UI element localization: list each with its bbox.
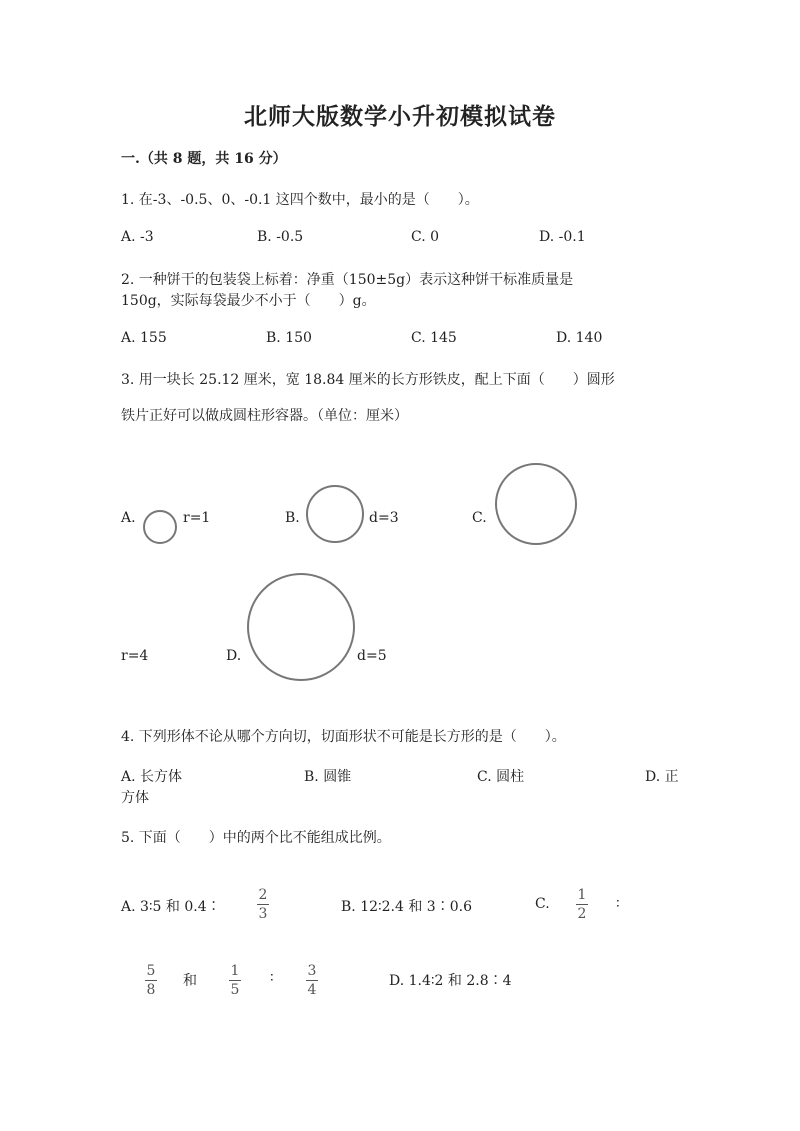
question-3-option-d-label: d=5 (357, 648, 387, 664)
question-3-option-b-letter[interactable]: B. (285, 510, 300, 526)
question-4-option-c[interactable]: C. 圆柱 (477, 769, 525, 785)
question-3-option-c-letter[interactable]: C. (472, 510, 487, 526)
question-3-option-d-letter[interactable]: D. (226, 648, 242, 664)
question-5-option-a[interactable]: A. 3∶5 和 0.4∶ (121, 899, 221, 915)
fraction-bar (145, 980, 157, 981)
circle-a (143, 510, 177, 544)
question-4-option-d[interactable]: D. 正 (645, 769, 679, 785)
fraction-c3 (229, 963, 241, 998)
question-5-stem: 5. 下面（ ）中的两个比不能组成比例。 (121, 830, 391, 846)
question-1-option-d[interactable]: D. -0.1 (539, 229, 586, 245)
question-1-option-c[interactable]: C. 0 (411, 229, 440, 245)
fraction-c1 (576, 887, 588, 922)
fraction-c1-denominator: 2 (577, 906, 587, 922)
fraction-c4-denominator: 4 (307, 982, 317, 998)
question-2-option-d[interactable]: D. 140 (556, 330, 603, 346)
fraction-a (257, 887, 269, 922)
question-4-stem: 4. 下列形体不论从哪个方向切，切面形状不可能是长方形的是（ ）。 (121, 729, 566, 745)
question-2-option-c[interactable]: C. 145 (411, 330, 457, 346)
circle-c (495, 463, 577, 545)
ratio-colon: ∶ (616, 896, 620, 912)
question-2-stem-line-1: 2. 一种饼干的包装袋上标着：净重（150±5g）表示这种饼干标准质量是 (121, 272, 574, 288)
circle-b (306, 485, 364, 543)
question-1-stem: 1. 在-3、-0.5、0、-0.1 这四个数中，最小的是（ ）。 (121, 192, 479, 208)
question-3-option-b-label: d=3 (369, 510, 399, 526)
fraction-c4 (306, 963, 318, 998)
page-title: 北师大版数学小升初模拟试卷 (244, 103, 556, 130)
fraction-c3-numerator: 1 (230, 963, 240, 979)
fraction-a-denominator: 3 (258, 906, 268, 922)
question-3-option-a-letter[interactable]: A. (121, 510, 136, 526)
question-3-option-a-label: r=1 (183, 510, 211, 526)
question-5-option-d[interactable]: D. 1.4∶2 和 2.8∶4 (389, 973, 512, 989)
question-4-option-a[interactable]: A. 长方体 (121, 769, 183, 785)
question-2-option-b[interactable]: B. 150 (266, 330, 312, 346)
question-3-option-c-label: r=4 (121, 648, 149, 664)
question-2-stem-line-2: 150g，实际每袋最少不小于（ ）g。 (121, 293, 376, 309)
section-heading: 一.（共 8 题，共 16 分） (121, 151, 287, 167)
question-3-stem-line-2: 铁片正好可以做成圆柱形容器。（单位：厘米） (121, 408, 408, 424)
fraction-a-numerator: 2 (258, 887, 268, 903)
and-word: 和 (183, 973, 197, 989)
ratio-colon: ∶ (270, 970, 274, 986)
fraction-bar (229, 980, 241, 981)
question-2-option-a[interactable]: A. 155 (121, 330, 167, 346)
fraction-bar (576, 904, 588, 905)
question-5-option-c-letter[interactable]: C. (535, 896, 550, 912)
fraction-c4-numerator: 3 (307, 963, 317, 979)
question-4-option-b[interactable]: B. 圆锥 (304, 769, 352, 785)
question-5-option-b[interactable]: B. 12∶2.4 和 3∶0.6 (341, 899, 472, 915)
question-1-option-b[interactable]: B. -0.5 (257, 229, 304, 245)
fraction-c2 (145, 963, 157, 998)
fraction-c2-numerator: 5 (146, 963, 156, 979)
question-3-stem-line-1: 3. 用一块长 25.12 厘米，宽 18.84 厘米的长方形铁皮，配上下面（ ）圆形 (121, 372, 615, 388)
fraction-c3-denominator: 5 (230, 982, 240, 998)
fraction-bar (306, 980, 318, 981)
fraction-bar (257, 904, 269, 905)
question-4-option-d-wrap: 方体 (121, 790, 149, 806)
fraction-c1-numerator: 1 (577, 887, 587, 903)
question-1-option-a[interactable]: A. -3 (121, 229, 154, 245)
fraction-c2-denominator: 8 (146, 982, 156, 998)
circle-d (247, 573, 355, 681)
